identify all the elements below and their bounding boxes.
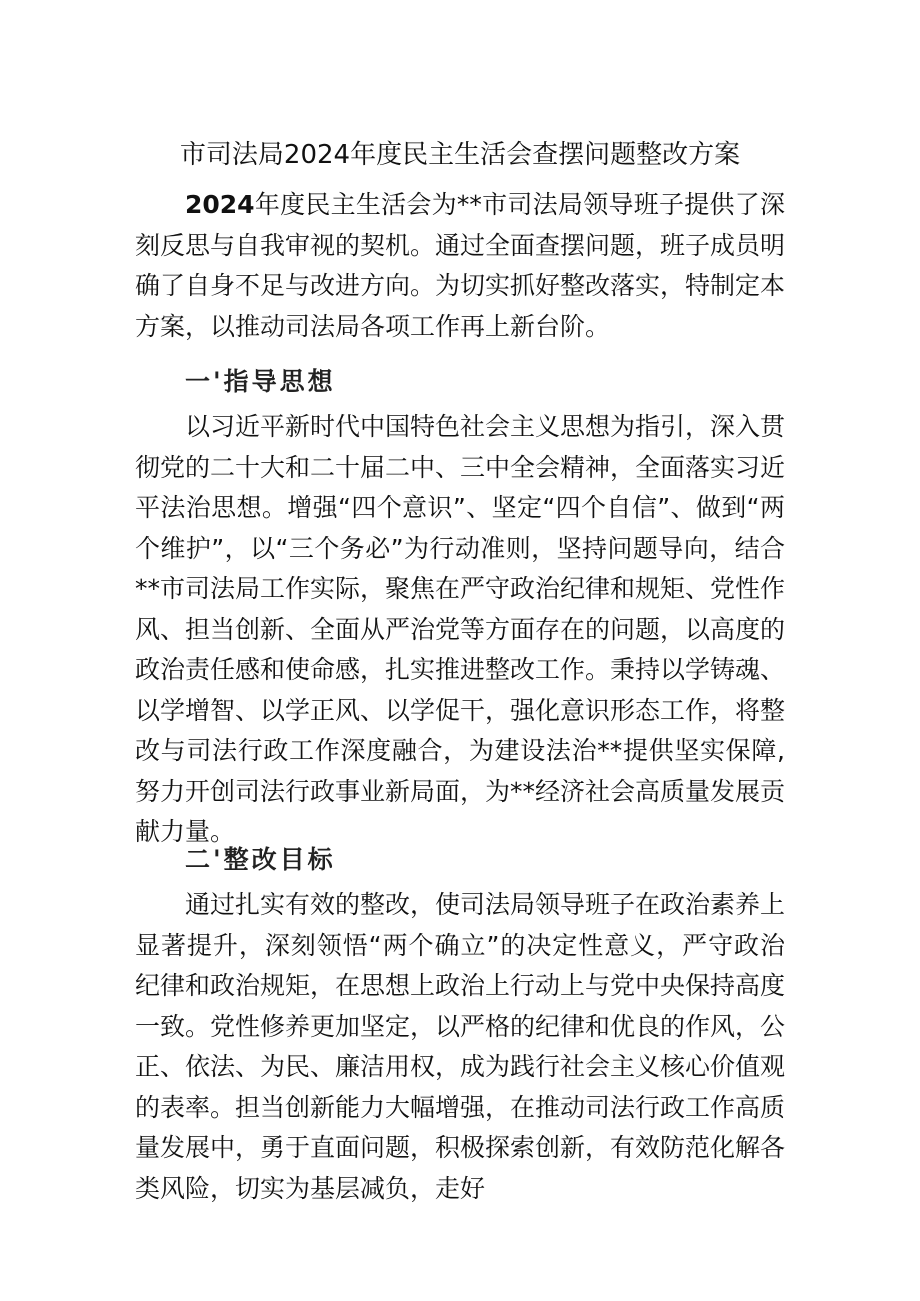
intro-text: 年度民主生活会为**市司法局领导班子提供了深刻反思与自我审视的契机。通过全面查摆问题，班子成员明确了自身不足与改进方向。为切实抓好整改落实，特制定本方案，以推动司法局各项工作再上新台阶。 <box>135 190 786 341</box>
intro-lead: 2024 <box>185 190 255 219</box>
section-paragraph-guiding-ideology: 以习近平新时代中国特色社会主义思想为指引，深入贯彻党的二十大和二十届二中、三中全会精神，全面落实习近平法治思想。增强“四个意识”、坚定“四个自信”、做到“两个维护”，以“三个务必”为行动准则，坚持问题导向，结合**市司法局工作实际，聚焦在严守政治纪律和规矩、党性作风、担当创新、全面从严治党等方面存在的问题，以高度的政治责任感和使命感，扎实推进整改工作。秉持以学铸魂、以学增智、以学正风、以学促干，强化意识形态工作，将整改与司法行政工作深度融合，为建设法治**提供坚实保障,努力开创司法行政事业新局面，为**经济社会高质量发展贡献力量。 <box>135 412 786 846</box>
section-heading-guiding-ideology: 一'指导思想 <box>185 367 336 396</box>
section-paragraph-rectification-goals: 通过扎实有效的整改，使司法局领导班子在政治素养上显著提升，深刻领悟“两个确立”的决定性意义，严守政治纪律和政治规矩，在思想上政治上行动上与党中央保持高度一致。党性修养更加坚定，以严格的纪律和优良的作风，公正、依法、为民、廉洁用权，成为践行社会主义核心价值观的表率。担当创新能力大幅增强，在推动司法行政工作高质量发展中，勇于直面问题，积极探索创新，有效防范化解各类风险，切实为基层减负，走好 <box>135 890 786 1203</box>
intro-paragraph <box>135 185 785 347</box>
document-title: 市司法局2024年度民主生活会查摆问题整改方案 <box>179 140 741 171</box>
section-heading-rectification-goals: 二'整改目标 <box>185 845 336 874</box>
